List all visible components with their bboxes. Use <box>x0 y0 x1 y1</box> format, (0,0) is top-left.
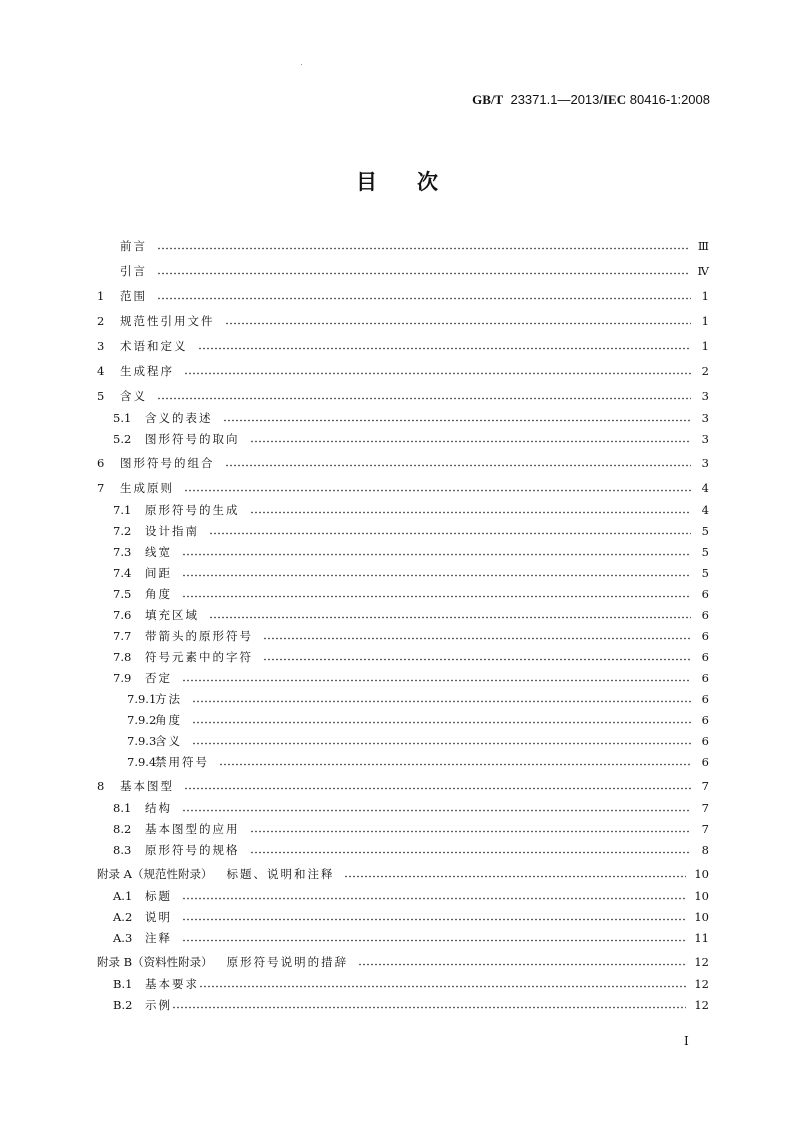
toc-entry-number: 7.9 <box>113 670 132 685</box>
toc-entry-title: 原形符号的规格 <box>145 842 240 857</box>
toc-entry-page: 6 <box>701 754 709 769</box>
toc-entry-page: 6 <box>701 691 709 706</box>
toc-entry[interactable] <box>97 709 709 730</box>
toc-entry-page: 5 <box>701 544 709 559</box>
toc-entry[interactable] <box>97 927 709 948</box>
page-title: 目次 <box>356 170 478 194</box>
toc-entry-title: 填充区域 <box>145 607 199 622</box>
toc-entry[interactable] <box>97 234 709 257</box>
toc-entry-page: 1 <box>701 313 709 328</box>
toc-entry-number: 8.1 <box>113 800 132 815</box>
toc-leader-dots <box>250 830 692 833</box>
toc-entry-number: 7.9.4 <box>127 754 157 769</box>
toc-leader-dots <box>182 553 691 556</box>
toc-entry-number: 7.1 <box>113 502 132 517</box>
toc-leader-dots <box>182 574 691 577</box>
toc-entry-title: 含义 <box>120 388 147 403</box>
toc-entry[interactable] <box>97 950 709 973</box>
toc-entry-page: 12 <box>694 976 709 991</box>
toc-entry-number: 4 <box>97 363 105 378</box>
toc-leader-dots <box>184 787 691 790</box>
toc-entry-title: 标题 <box>145 888 172 903</box>
toc-entry-page: 8 <box>701 842 709 857</box>
toc-entry-title: 术语和定义 <box>120 338 188 353</box>
code-prefix: GB/T <box>472 92 504 107</box>
toc-entry-number: 8.3 <box>113 842 132 857</box>
toc-entry[interactable] <box>97 688 709 709</box>
toc-entry[interactable] <box>97 541 709 562</box>
toc-leader-dots <box>172 1006 686 1009</box>
toc-entry-number: 2 <box>97 313 105 328</box>
toc-entry[interactable] <box>97 451 709 474</box>
toc-entry-title: 方法 <box>155 691 182 706</box>
toc-entry-page: 12 <box>694 954 709 969</box>
toc-entry[interactable] <box>97 428 709 449</box>
toc-entry-title: 符号元素中的字符 <box>145 649 253 664</box>
toc-entry[interactable] <box>97 774 709 797</box>
toc-entry-number: 1 <box>97 288 105 303</box>
toc-entry-number: 8 <box>97 778 105 793</box>
toc-entry-page: 1 <box>701 288 709 303</box>
toc-entry-page: 7 <box>701 821 709 836</box>
toc-entry-page: 3 <box>701 388 709 403</box>
toc-entry[interactable] <box>97 646 709 667</box>
toc-entry-number: 7.9.3 <box>127 733 157 748</box>
toc-entry-title: 含义的表述 <box>145 410 213 425</box>
toc-entry-page: Ⅳ <box>697 263 709 278</box>
toc-leader-dots <box>250 440 692 443</box>
toc-entry[interactable] <box>97 604 709 625</box>
toc-entry-title: 角度 <box>155 712 182 727</box>
toc-entry-page: 7 <box>701 778 709 793</box>
toc-leader-dots <box>263 658 691 661</box>
toc-entry-page: 5 <box>701 565 709 580</box>
toc-entry-number: A.2 <box>113 909 133 924</box>
toc-leader-dots <box>199 985 686 988</box>
toc-entry-page: 10 <box>694 888 709 903</box>
toc-entry-page: 3 <box>701 455 709 470</box>
toc-entry[interactable] <box>97 259 709 282</box>
toc-leader-dots <box>184 372 691 375</box>
toc-entry-page: 6 <box>701 649 709 664</box>
toc-leader-dots <box>225 464 692 467</box>
toc-leader-dots <box>358 963 686 966</box>
toc-entry-page: 6 <box>701 670 709 685</box>
toc-entry[interactable] <box>97 520 709 541</box>
toc-entry-number: A.1 <box>113 888 133 903</box>
toc-entry-number: B.1 <box>113 976 133 991</box>
scan-speck <box>301 64 302 65</box>
toc-entry-page: 10 <box>694 909 709 924</box>
toc-entry-number: 7.7 <box>113 628 132 643</box>
toc-entry-number: 7.6 <box>113 607 132 622</box>
toc-entry-title: 前言 <box>120 238 147 253</box>
toc-leader-dots <box>192 700 691 703</box>
toc-entry-title: 间距 <box>145 565 172 580</box>
toc-entry-number: 5.1 <box>113 410 132 425</box>
toc-entry-page: 3 <box>701 431 709 446</box>
toc-leader-dots <box>184 489 691 492</box>
iec-number: 80416-1:2008 <box>629 92 710 107</box>
toc-entry[interactable] <box>97 797 709 818</box>
toc-leader-dots <box>182 918 686 921</box>
toc-entry[interactable] <box>97 818 709 839</box>
toc-entry-page: 6 <box>701 733 709 748</box>
toc-entry-page: 3 <box>701 410 709 425</box>
toc-entry-number: 7.5 <box>113 586 132 601</box>
toc-entry-title: 基本要求 <box>145 976 199 991</box>
toc-entry-number: 7.9.2 <box>127 712 157 727</box>
toc-entry-number: 附录 A（规范性附录） <box>97 866 213 881</box>
toc-entry[interactable] <box>97 885 709 906</box>
toc-leader-dots <box>182 939 686 942</box>
toc-entry[interactable] <box>97 476 709 499</box>
toc-entry-title: 角度 <box>145 586 172 601</box>
toc-entry-title: 规范性引用文件 <box>120 313 215 328</box>
toc-entry-page: 4 <box>701 480 709 495</box>
toc-entry[interactable] <box>97 562 709 583</box>
toc-leader-dots <box>250 511 692 514</box>
toc-entry-title: 基本图型 <box>120 778 174 793</box>
toc-leader-dots <box>182 679 691 682</box>
toc-entry[interactable] <box>97 667 709 688</box>
toc-entry-title: 设计指南 <box>145 523 199 538</box>
toc-entry[interactable] <box>97 625 709 646</box>
toc-leader-dots <box>192 742 691 745</box>
toc-entry-number: 7.4 <box>113 565 132 580</box>
toc-leader-dots <box>182 595 691 598</box>
toc-leader-dots <box>209 532 691 535</box>
toc-entry[interactable] <box>97 499 709 520</box>
toc-entry-page: 11 <box>694 930 709 945</box>
toc-entry[interactable] <box>97 384 709 407</box>
toc-entry-number: 7.3 <box>113 544 132 559</box>
toc-entry-title: 基本图型的应用 <box>145 821 240 836</box>
toc-entry-number: 8.2 <box>113 821 132 836</box>
toc-entry-number: 5 <box>97 388 105 403</box>
toc-leader-dots <box>225 322 692 325</box>
toc-leader-dots <box>157 297 691 300</box>
toc-leader-dots <box>182 809 691 812</box>
toc-entry-title: 含义 <box>155 733 182 748</box>
toc-entry-page: 4 <box>701 502 709 517</box>
toc-entry-page: 6 <box>701 607 709 622</box>
toc-entry[interactable] <box>97 973 709 994</box>
toc-leader-dots <box>209 616 691 619</box>
toc-entry-page: 6 <box>701 712 709 727</box>
toc-entry[interactable] <box>97 309 709 332</box>
toc-entry-title: 原形符号说明的措辞 <box>226 954 349 969</box>
toc-entry[interactable] <box>97 751 709 772</box>
toc-entry-number: 6 <box>97 455 105 470</box>
iec-prefix: IEC <box>603 92 627 107</box>
toc-entry-page: 1 <box>701 338 709 353</box>
toc-entry[interactable] <box>97 862 709 885</box>
toc-entry-title: 生成程序 <box>120 363 174 378</box>
toc-leader-dots <box>223 419 692 422</box>
toc-leader-dots <box>250 851 692 854</box>
toc-entry-page: 10 <box>694 866 709 881</box>
toc-entry-number: 7.2 <box>113 523 132 538</box>
standard-code-header <box>472 92 710 108</box>
toc-leader-dots <box>198 347 692 350</box>
toc-entry-title: 示例 <box>145 997 172 1012</box>
toc-entry-title: 引言 <box>120 263 147 278</box>
toc-leader-dots <box>219 763 691 766</box>
toc-entry[interactable] <box>97 334 709 357</box>
toc-entry[interactable] <box>97 994 709 1015</box>
code-number: 23371.1—2013/ <box>510 92 603 107</box>
toc-entry-title: 范围 <box>120 288 147 303</box>
toc-entry-number: 7 <box>97 480 105 495</box>
toc-entry-page: 7 <box>701 800 709 815</box>
toc-entry[interactable] <box>97 730 709 751</box>
toc-entry-title: 标题、说明和注释 <box>226 866 335 881</box>
toc-leader-dots <box>192 721 691 724</box>
toc-entry-number: B.2 <box>113 997 133 1012</box>
toc-entry[interactable] <box>97 583 709 604</box>
toc-entry-page: 6 <box>701 628 709 643</box>
toc-entry-title: 否定 <box>145 670 172 685</box>
toc-leader-dots <box>182 897 686 900</box>
toc-entry-number: 5.2 <box>113 431 132 446</box>
toc-entry-number: 7.8 <box>113 649 132 664</box>
toc-entry-title: 禁用符号 <box>155 754 209 769</box>
toc-entry-title: 原形符号的生成 <box>145 502 240 517</box>
toc-entry-title: 带箭头的原形符号 <box>145 628 253 643</box>
toc-leader-dots <box>157 397 691 400</box>
toc-entry-page: 6 <box>701 586 709 601</box>
toc-entry[interactable] <box>97 839 709 860</box>
toc-entry-page: 5 <box>701 523 709 538</box>
page-number: I <box>684 1034 689 1048</box>
toc-entry-title: 线宽 <box>145 544 172 559</box>
toc-entry-number: 3 <box>97 338 105 353</box>
toc-entry-page: 12 <box>694 997 709 1012</box>
toc-entry-page: Ⅲ <box>697 238 709 253</box>
toc-entry-title: 图形符号的组合 <box>120 455 215 470</box>
toc-entry-title: 说明 <box>145 909 172 924</box>
toc-entry[interactable] <box>97 906 709 927</box>
toc-entry-title: 结构 <box>145 800 172 815</box>
toc-entry[interactable] <box>97 359 709 382</box>
toc-leader-dots <box>344 875 686 878</box>
toc-entry-number: A.3 <box>113 930 133 945</box>
toc-leader-dots <box>157 272 690 275</box>
toc-entry-page: 2 <box>701 363 709 378</box>
toc-entry-title: 图形符号的取向 <box>145 431 240 446</box>
table-of-contents <box>97 234 709 1015</box>
toc-entry-number: 7.9.1 <box>127 691 157 706</box>
toc-entry[interactable] <box>97 284 709 307</box>
toc-entry-title: 注释 <box>145 930 172 945</box>
toc-entry[interactable] <box>97 407 709 428</box>
toc-entry-number: 附录 B（资料性附录） <box>97 954 213 969</box>
toc-leader-dots <box>157 247 690 250</box>
toc-entry-title: 生成原则 <box>120 480 174 495</box>
toc-leader-dots <box>263 637 691 640</box>
